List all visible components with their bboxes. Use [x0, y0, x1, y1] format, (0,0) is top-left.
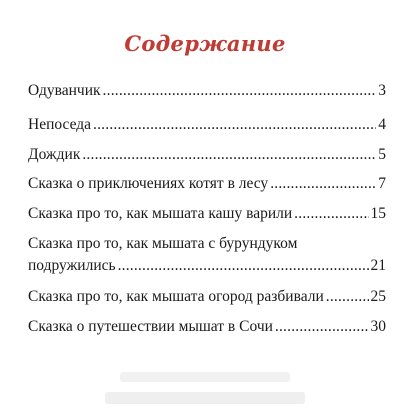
toc-entry-page: 30	[370, 318, 386, 335]
bleed-through-shadow	[120, 372, 290, 382]
toc-entry	[28, 175, 386, 193]
toc-leader-dots	[275, 318, 369, 336]
toc-entry-page: 5	[378, 146, 386, 163]
toc-leader-dots	[118, 257, 369, 275]
toc-leader-dots	[270, 175, 376, 193]
toc-entry-title: Сказка про то, как мышата огород разбивали	[28, 288, 324, 305]
toc-entry-title: Непоседа	[28, 116, 92, 133]
toc-entry-page: 25	[370, 288, 386, 305]
toc-entry-title: Сказка о приключениях котят в лесу	[28, 175, 269, 192]
toc-entry	[28, 257, 386, 275]
toc-entry-title: Сказка про то, как мышата кашу варили	[28, 205, 293, 222]
toc-entry	[28, 116, 386, 134]
toc-entry-title-line2: подружились	[28, 257, 116, 274]
toc-entry	[28, 288, 386, 306]
toc-entry-page: 21	[370, 257, 386, 274]
toc-entry	[28, 146, 386, 164]
toc-leader-dots	[103, 82, 377, 100]
page-title: Содержание	[124, 31, 286, 56]
toc-entry-title: Одуванчик	[28, 82, 101, 99]
toc-entry-page: 3	[378, 82, 386, 99]
toc-entry-page: 15	[370, 205, 386, 222]
toc-leader-dots	[82, 146, 376, 164]
bleed-through-shadow	[105, 392, 305, 404]
toc-entry-title: Дождик	[28, 146, 81, 163]
toc-entry	[28, 318, 386, 336]
toc-entry-title: Сказка о путешествии мышат в Сочи	[28, 318, 273, 335]
toc-entry-page: 4	[378, 116, 386, 133]
toc-leader-dots	[93, 116, 376, 134]
toc-entry	[28, 82, 386, 100]
toc-leader-dots	[294, 205, 368, 223]
toc-entry-title-line1: Сказка про то, как мышата с бурундуком	[28, 235, 298, 252]
toc-entry	[28, 205, 386, 223]
toc-entry-page: 7	[378, 175, 386, 192]
toc-leader-dots	[326, 288, 369, 306]
